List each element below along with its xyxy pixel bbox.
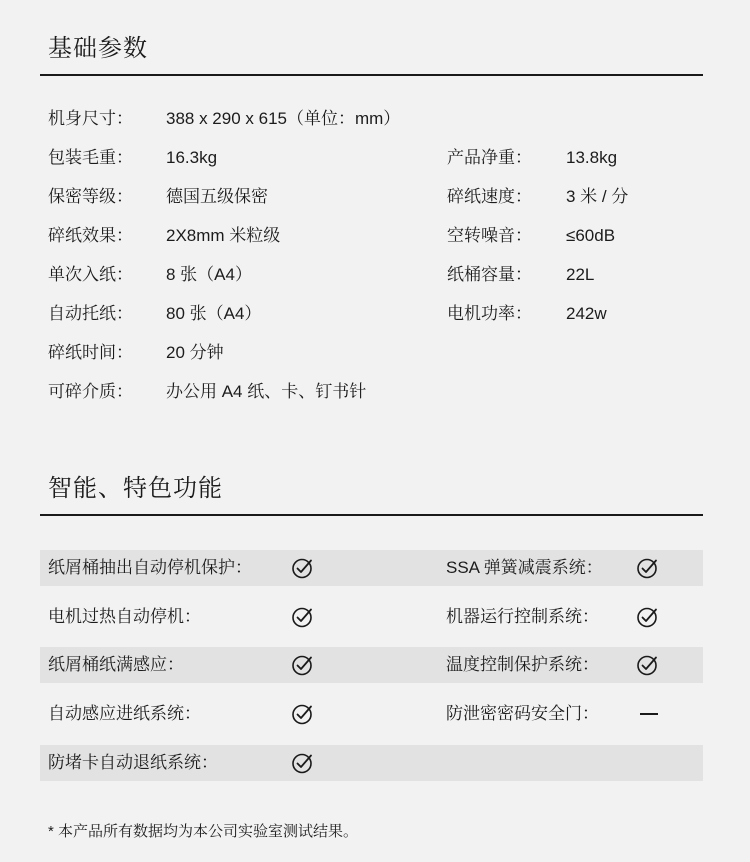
check-circle-icon [636, 605, 660, 629]
spec-value: 20 分钟 [166, 343, 224, 362]
spec-value: 办公用 A4 纸、卡、钉书针 [166, 382, 367, 401]
spec-value: ≤60dB [566, 226, 616, 245]
spec-value: 242w [566, 304, 607, 323]
features-title: 智能、特色功能 [48, 475, 223, 502]
check-circle-icon [291, 556, 315, 580]
section-divider [40, 514, 703, 516]
spec-label: 包装毛重： [48, 148, 133, 167]
feature-label: 机器运行控制系统： [446, 607, 599, 626]
spec-label: 碎纸时间： [48, 343, 133, 362]
check-circle-icon [291, 751, 315, 775]
spec-value: 22L [566, 265, 595, 284]
spec-row [0, 302, 750, 326]
spec-row [0, 185, 750, 209]
check-circle-icon [636, 556, 660, 580]
spec-value: 8 张（A4） [166, 265, 252, 284]
spec-label: 空转噪音： [447, 226, 532, 245]
feature-row [40, 550, 703, 586]
spec-row [0, 380, 750, 404]
section-divider [40, 74, 703, 76]
feature-label: 温度控制保护系统： [446, 655, 599, 674]
feature-label: 防堵卡自动退纸系统： [48, 753, 218, 772]
feature-label: 电机过热自动停机： [48, 607, 201, 626]
dash-icon [640, 713, 658, 715]
feature-row [40, 745, 703, 781]
spec-value: 德国五级保密 [166, 187, 268, 206]
spec-label: 产品净重： [447, 148, 532, 167]
spec-label: 可碎介质： [48, 382, 133, 401]
spec-label: 保密等级： [48, 187, 133, 206]
feature-label: 自动感应进纸系统： [48, 704, 201, 723]
basic-params-title: 基础参数 [48, 35, 148, 62]
footnote: * 本产品所有数据均为本公司实验室测试结果。 [48, 823, 359, 840]
spec-value: 13.8kg [566, 148, 618, 167]
feature-label: 纸屑桶纸满感应： [48, 655, 184, 674]
spec-label: 自动托纸： [48, 304, 133, 323]
feature-label: 防泄密密码安全门： [446, 704, 599, 723]
feature-row [40, 647, 703, 683]
spec-value: 3 米 / 分 [566, 187, 629, 206]
feature-label: SSA 弹簧减震系统： [446, 558, 603, 577]
spec-label: 电机功率： [447, 304, 532, 323]
check-circle-icon [636, 653, 660, 677]
feature-label: 纸屑桶抽出自动停机保护： [48, 558, 252, 577]
spec-label: 碎纸速度： [447, 187, 532, 206]
spec-row [0, 263, 750, 287]
spec-label: 纸桶容量： [447, 265, 532, 284]
spec-row [0, 341, 750, 365]
spec-value: 80 张（A4） [166, 304, 262, 323]
check-circle-icon [291, 702, 315, 726]
check-circle-icon [291, 653, 315, 677]
spec-row [0, 224, 750, 248]
spec-row [0, 107, 750, 131]
check-circle-icon [291, 605, 315, 629]
spec-label: 单次入纸： [48, 265, 133, 284]
spec-value: 388 x 290 x 615（单位：mm） [166, 109, 401, 128]
feature-row [40, 696, 703, 732]
spec-label: 机身尺寸： [48, 109, 133, 128]
spec-label: 碎纸效果： [48, 226, 133, 245]
spec-value: 16.3kg [166, 148, 218, 167]
feature-row [40, 599, 703, 635]
spec-row [0, 146, 750, 170]
spec-value: 2X8mm 米粒级 [166, 226, 281, 245]
